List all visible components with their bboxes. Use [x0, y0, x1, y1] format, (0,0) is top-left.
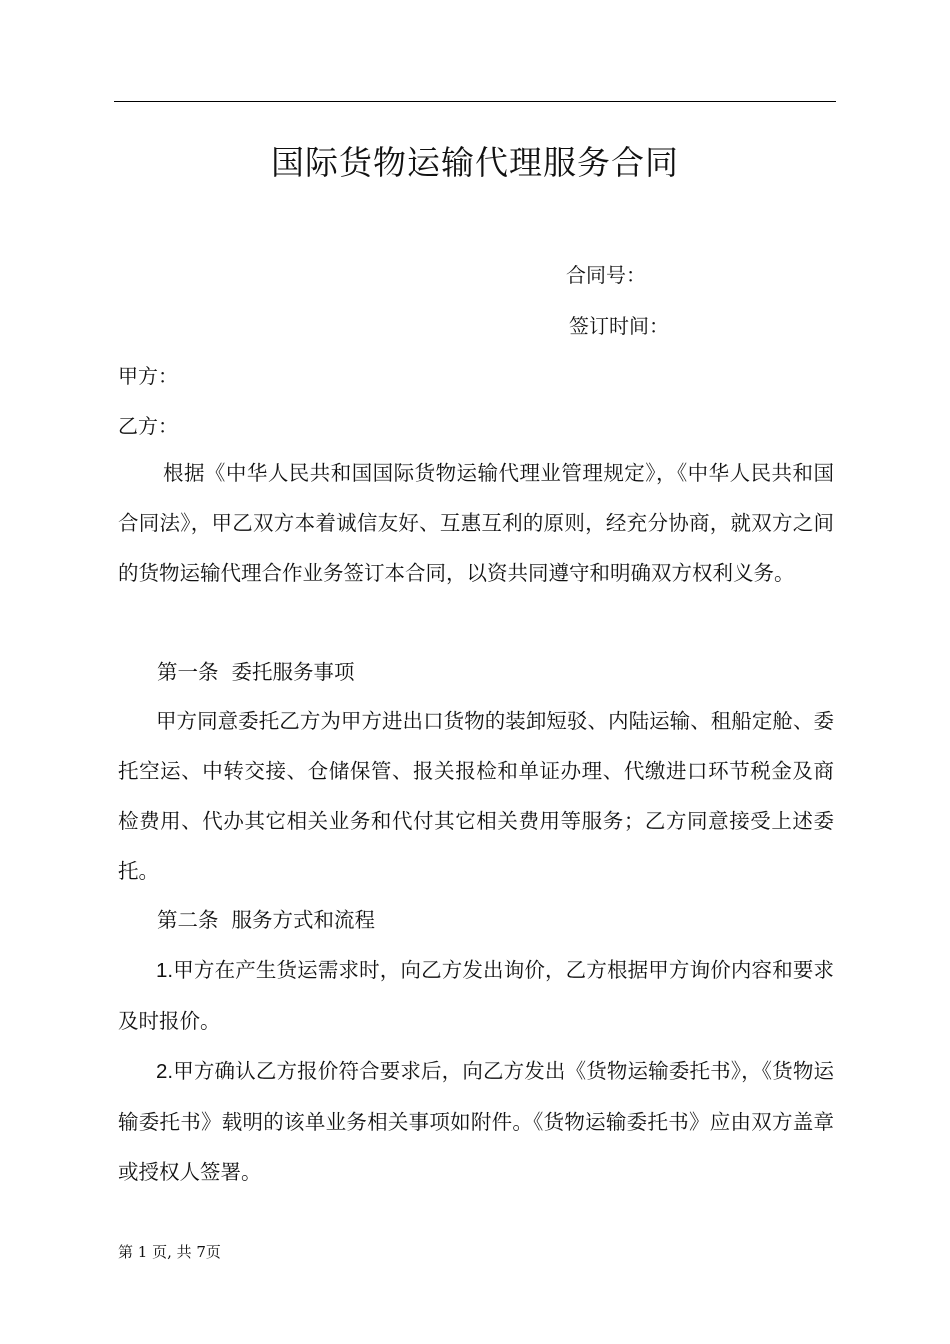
- article-1-heading: 第一条 委托服务事项: [157, 660, 355, 684]
- intro-paragraph: 根据《中华人民共和国国际货物运输代理业管理规定》，《中华人民共和国合同法》，甲乙双方本着诚信友好、互惠互利的原则，经充分协商，就双方之间的货物运输代理合作业务签订本合同，以资共同遵守和明确双方权利义务。: [118, 461, 834, 585]
- article-1-body: 甲方同意委托乙方为甲方进出口货物的装卸短驳、内陆运输、租船定舱、委托空运、中转交接、仓储保管、报关报检和单证办理、代缴进口环节税金及商检费用、代办其它相关业务和代付其它相关费用等服务；乙方同意接受上述委托。: [118, 709, 834, 883]
- sign-date-label: 签订时间：: [569, 314, 669, 338]
- party-b-label: 乙方：: [118, 414, 178, 438]
- party-a-label: 甲方：: [118, 364, 178, 388]
- item-2-number: 2.: [156, 1060, 174, 1083]
- item-2-text: 甲方确认乙方报价符合要求后，向乙方发出《货物运输委托书》，《货物运输委托书》载明的该单业务相关事项如附件。《货物运输委托书》应由双方盖章或授权人签署。: [118, 1059, 834, 1184]
- item-1-number: 1.: [156, 959, 174, 982]
- item-1-text: 甲方在产生货运需求时，向乙方发出询价，乙方根据甲方询价内容和要求及时报价。: [118, 958, 834, 1033]
- article-2-heading: 第二条 服务方式和流程: [157, 908, 376, 932]
- header-rule: [114, 101, 836, 102]
- page-footer: 第 1 页, 共 7页: [118, 1243, 221, 1261]
- document-title: 国际货物运输代理服务合同: [271, 143, 679, 182]
- contract-number-label: 合同号：: [566, 263, 646, 287]
- article-2-item-2: [118, 1046, 834, 1197]
- article-2-item-1: [118, 945, 834, 1046]
